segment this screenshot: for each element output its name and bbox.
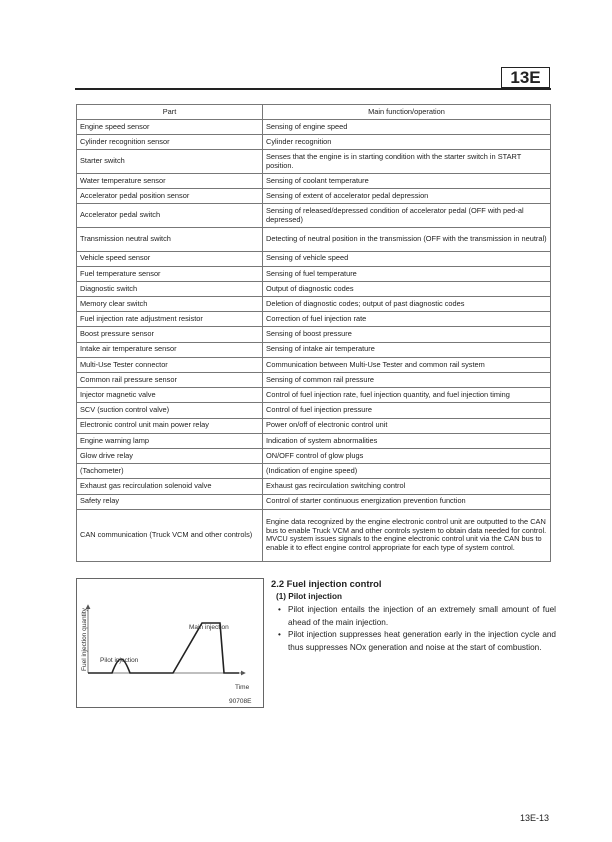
table-row	[77, 312, 551, 327]
function-cell: Control of fuel injection pressure	[263, 403, 551, 418]
part-cell: Safety relay	[77, 494, 263, 509]
table-row	[77, 373, 551, 388]
function-cell: Output of diagnostic codes	[263, 281, 551, 296]
function-cell: Cylinder recognition	[263, 135, 551, 150]
figure-id: 90708E	[229, 698, 252, 705]
pilot-injection-label: Pilot injection	[100, 657, 139, 664]
table-row	[77, 297, 551, 312]
part-cell: Starter switch	[77, 150, 263, 174]
table-row	[77, 418, 551, 433]
table-row	[77, 448, 551, 463]
function-cell: Sensing of extent of accelerator pedal depression	[263, 189, 551, 204]
part-cell: Engine warning lamp	[77, 433, 263, 448]
function-cell: Sensing of released/depressed condition of accelerator pedal (OFF with ped-al depressed)	[263, 204, 551, 228]
function-cell: Sensing of intake air temperature	[263, 342, 551, 357]
function-cell: Detecting of neutral position in the transmission (OFF with the transmission in neutral)	[263, 227, 551, 251]
function-cell: Communication between Multi-Use Tester and common rail system	[263, 357, 551, 372]
function-cell: Indication of system abnormalities	[263, 433, 551, 448]
y-axis-label: Fuel injection quantity	[81, 608, 88, 671]
function-cell: Sensing of boost pressure	[263, 327, 551, 342]
function-cell: Sensing of vehicle speed	[263, 251, 551, 266]
part-cell: Vehicle speed sensor	[77, 251, 263, 266]
table-row	[77, 204, 551, 228]
table-row	[77, 509, 551, 561]
table-row	[77, 281, 551, 296]
col-header-function: Main function/operation	[263, 105, 551, 120]
part-cell: Engine speed sensor	[77, 120, 263, 135]
part-cell: Multi-Use Tester connector	[77, 357, 263, 372]
part-cell: Cylinder recognition sensor	[77, 135, 263, 150]
table-row	[77, 403, 551, 418]
part-cell: Transmission neutral switch	[77, 227, 263, 251]
part-cell: Common rail pressure sensor	[77, 373, 263, 388]
part-cell: Accelerator pedal switch	[77, 204, 263, 228]
part-cell: (Tachometer)	[77, 464, 263, 479]
function-cell: Senses that the engine is in starting condition with the starter switch in START position.	[263, 150, 551, 174]
bullet-item: • Pilot injection entails the injection of an extremely small amount of fuel ahead of the main injection.	[276, 604, 556, 629]
table-row	[77, 150, 551, 174]
col-header-part: Part	[77, 105, 263, 120]
part-cell: Accelerator pedal position sensor	[77, 189, 263, 204]
table-row	[77, 342, 551, 357]
table-row	[77, 357, 551, 372]
section-badge: 13E	[501, 67, 550, 88]
table-row	[77, 135, 551, 150]
function-cell: Sensing of engine speed	[263, 120, 551, 135]
table-row	[77, 494, 551, 509]
part-cell: Glow drive relay	[77, 448, 263, 463]
table-row	[77, 251, 551, 266]
table-row	[77, 433, 551, 448]
bullet-list	[276, 604, 556, 654]
function-cell: ON/OFF control of glow plugs	[263, 448, 551, 463]
part-cell: Electronic control unit main power relay	[77, 418, 263, 433]
parts-table	[76, 104, 551, 562]
function-cell: Engine data recognized by the engine electronic control unit are outputted to the CAN bus to enable Truck VCM and other controls system to obtain data needed for control. MVCU system issues signals to the engine electronic control unit via the CAN bus to enable it to effect engine control appropriate for each type of system control.	[263, 509, 551, 561]
x-axis-label: Time	[235, 684, 250, 691]
part-cell: Diagnostic switch	[77, 281, 263, 296]
function-cell: Deletion of diagnostic codes; output of past diagnostic codes	[263, 297, 551, 312]
section-heading: 2.2 Fuel injection control	[271, 578, 382, 589]
part-cell: Water temperature sensor	[77, 173, 263, 188]
part-cell: Memory clear switch	[77, 297, 263, 312]
function-cell: Sensing of fuel temperature	[263, 266, 551, 281]
injection-diagram	[76, 578, 264, 708]
part-cell: Fuel injection rate adjustment resistor	[77, 312, 263, 327]
table-row	[77, 227, 551, 251]
bullet-item: • Pilot injection suppresses heat generation early in the injection cycle and thus suppresses NOx generation and noise at the start of combustion.	[276, 629, 556, 654]
part-cell: SCV (suction control valve)	[77, 403, 263, 418]
function-cell: Control of fuel injection rate, fuel injection quantity, and fuel injection timing	[263, 388, 551, 403]
part-cell: Exhaust gas recirculation solenoid valve	[77, 479, 263, 494]
part-cell: Boost pressure sensor	[77, 327, 263, 342]
table-row	[77, 464, 551, 479]
table-row	[77, 120, 551, 135]
function-cell: Power on/off of electronic control unit	[263, 418, 551, 433]
part-cell: CAN communication (Truck VCM and other controls)	[77, 509, 263, 561]
function-cell: Sensing of common rail pressure	[263, 373, 551, 388]
table-row	[77, 327, 551, 342]
subsection-heading: (1) Pilot injection	[276, 592, 342, 601]
function-cell: (Indication of engine speed)	[263, 464, 551, 479]
function-cell: Correction of fuel injection rate	[263, 312, 551, 327]
function-cell: Exhaust gas recirculation switching control	[263, 479, 551, 494]
function-cell: Sensing of coolant temperature	[263, 173, 551, 188]
table-row	[77, 189, 551, 204]
part-cell: Fuel temperature sensor	[77, 266, 263, 281]
table-row	[77, 479, 551, 494]
table-row	[77, 388, 551, 403]
header-rule	[75, 88, 551, 90]
page-number: 13E-13	[520, 813, 550, 823]
table-row	[77, 266, 551, 281]
part-cell: Injector magnetic valve	[77, 388, 263, 403]
main-injection-label: Main injection	[189, 624, 229, 631]
part-cell: Intake air temperature sensor	[77, 342, 263, 357]
table-row	[77, 173, 551, 188]
function-cell: Control of starter continuous energization prevention function	[263, 494, 551, 509]
